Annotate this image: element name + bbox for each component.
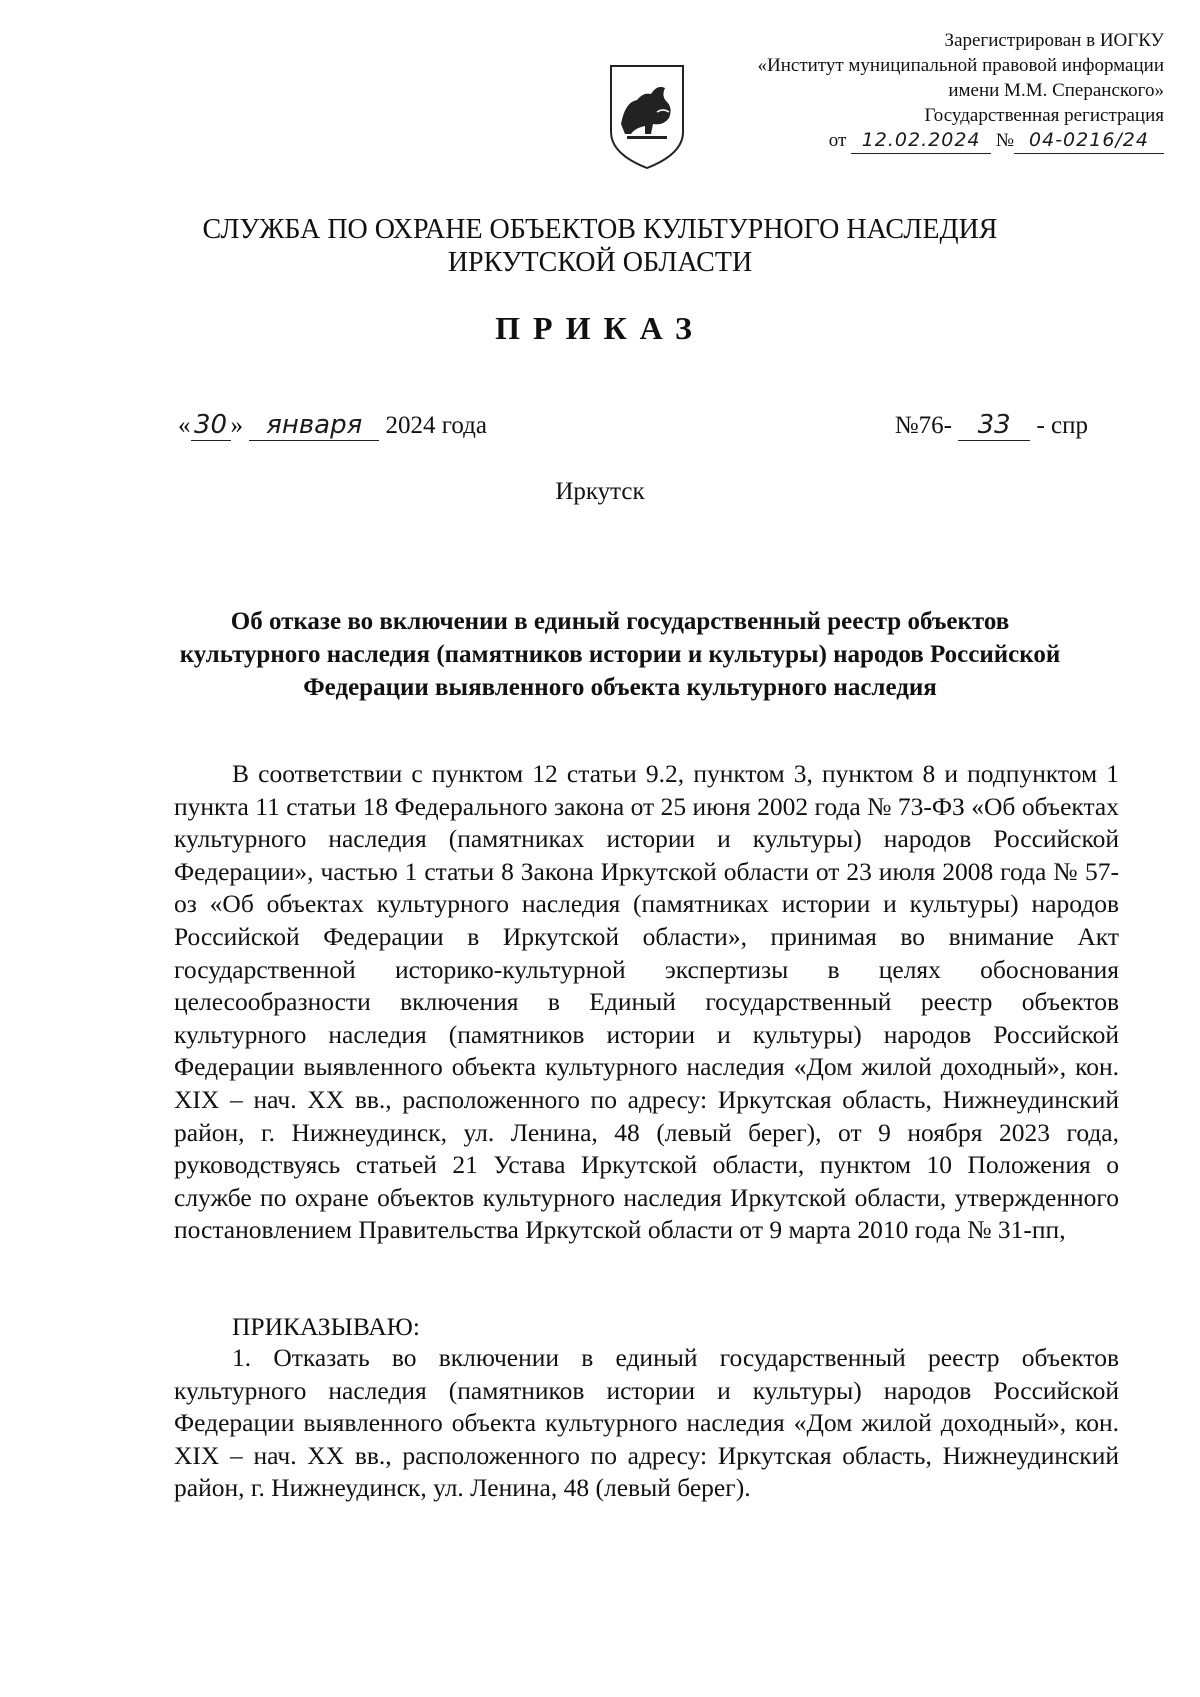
order-number-value: 33 xyxy=(958,410,1030,441)
registration-line: Зарегистрирован в ИОГКУ xyxy=(944,30,1164,51)
city: Иркутск xyxy=(555,478,645,505)
preamble-paragraph: В соответствии с пунктом 12 статьи 9.2, пунктом 3, пунктом 8 и подпунктом 1 пункта 11 статьи 18 Федерального закона от 25 июня 2002 года № 73-ФЗ «Об объектах культурного наследия (памятниках истории и культуры) народов Российской Федерации», частью 1 статьи 8 Закона Иркутской области от 23 июля 2008 года № 57-оз «Об объектах культурного наследия (памятниках истории и культуры) народов Российской Федерации в Иркутской области», принимая во внимание Акт государственной историко-культурной экспертизы в целях обоснования целесообразности включения в Единый государственный реестр объектов культурного наследия (памятников истории и культуры) народов Российской Федерации выявленного объекта культурного наследия «Дом жилой доходный», кон. XIX – нач. XX вв., расположенного по адресу: Иркутская область, Нижнеудинский район, г. Нижнеудинск, ул. Ленина, 48 (левый берег), от 9 ноября 2023 года, руководствуясь статьей 21 Устава Иркутской области, пунктом 10 Положения о службе по охране объектов культурного наследия Иркутской области, утвержденного постановлением Правительства Иркутской области от 9 марта 2010 года № 31-пп, xyxy=(174,759,1119,1245)
registration-line: имени М.М. Сперанского» xyxy=(948,80,1164,101)
quote-close: » xyxy=(230,412,243,439)
quote-open: « xyxy=(178,412,191,439)
order-year: 2024 года xyxy=(385,412,487,439)
agency-name-line: СЛУЖБА ПО ОХРАНЕ ОБЪЕКТОВ КУЛЬТУРНОГО НАСЛЕДИЯ xyxy=(202,214,998,245)
registration-number-value: 04-0216/24 xyxy=(1014,128,1164,154)
registration-date-prefix: от xyxy=(828,130,847,151)
order-number xyxy=(895,410,1088,441)
order-month: января xyxy=(249,410,379,441)
document-type-title: ПРИКАЗ xyxy=(495,310,705,346)
registration-date-line xyxy=(604,128,1164,154)
order-number-prefix: №76- xyxy=(894,412,952,439)
registration-number-prefix: № xyxy=(995,130,1014,151)
agency-header xyxy=(0,213,1200,279)
registration-date-value: 12.02.2024 xyxy=(851,128,991,154)
order-item-1: 1. Отказать во включении в единый государственный реестр объектов культурного наследия (памятников истории и культуры) народов Российской Федерации выявленного объекта культурного наследия «Дом жилой доходный», кон. XIX – нач. XX вв., расположенного по адресу: Иркутская область, Нижнеудинский район, г. Нижнеудинск, ул. Ленина, 48 (левый берег). xyxy=(174,1343,1119,1503)
registration-line: «Институт муниципальной правовой информации xyxy=(757,55,1164,76)
order-subject: Об отказе во включении в единый государственный реестр объектов культурного наследия (памятников истории и культуры) народов Российской Федерации выявленного объекта культурного наследия xyxy=(179,608,1061,701)
registration-line: Государственная регистрация xyxy=(924,105,1164,126)
order-day: 30 xyxy=(191,410,231,441)
order-word: ПРИКАЗЫВАЮ: xyxy=(232,1312,420,1341)
registration-stamp xyxy=(604,28,1164,154)
order-date xyxy=(178,410,487,441)
agency-name-line: ИРКУТСКОЙ ОБЛАСТИ xyxy=(447,247,753,278)
order-number-suffix: - спр xyxy=(1036,412,1088,439)
